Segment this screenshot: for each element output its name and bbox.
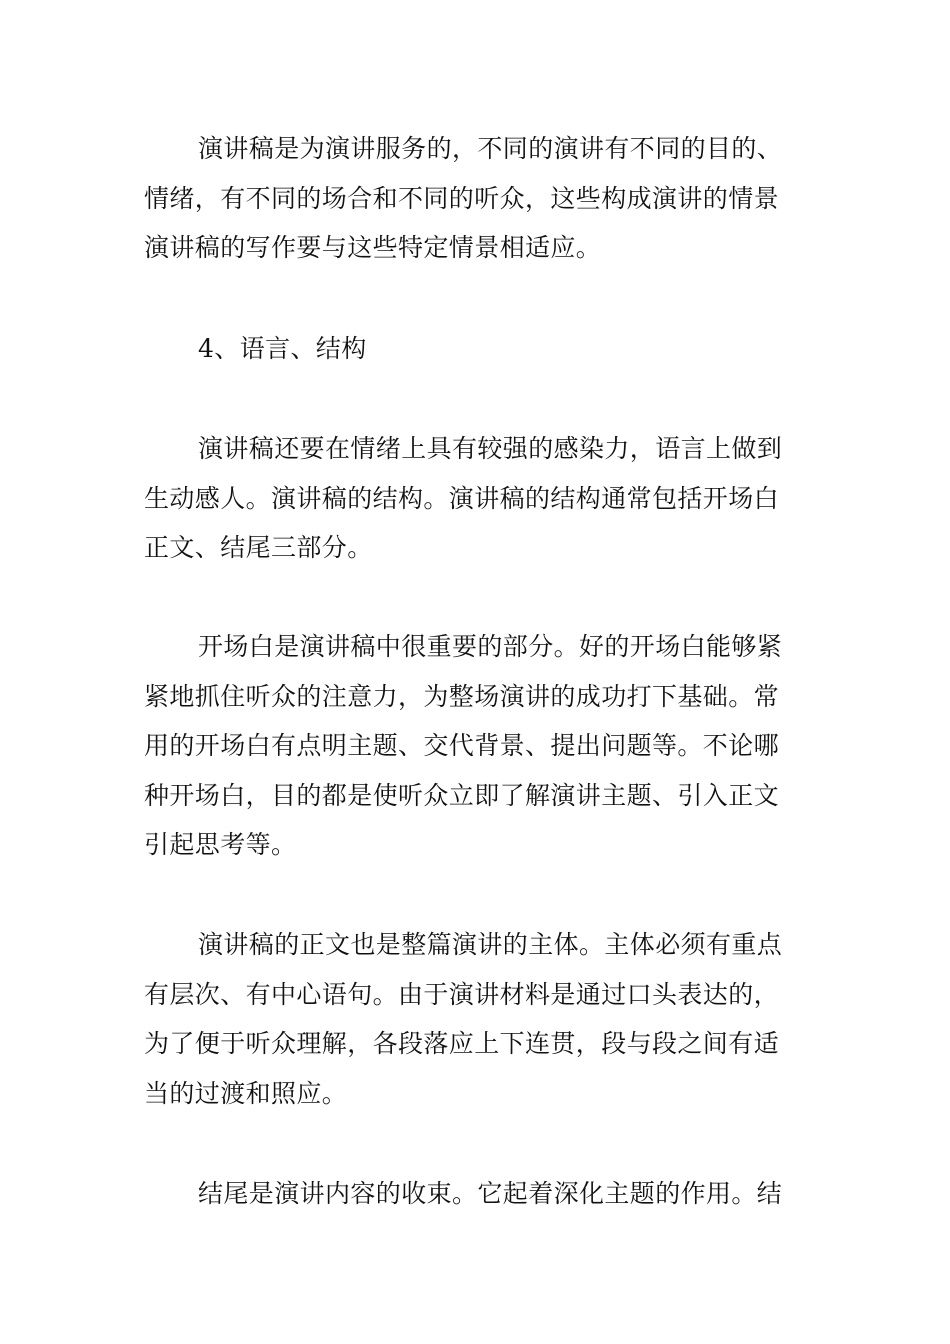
section-heading-language-structure bbox=[144, 324, 806, 374]
text-line: 正文、结尾三部分。 bbox=[144, 533, 373, 562]
text-line: 结尾是演讲内容的收束。它起着深化主题的作用。结 bbox=[198, 1179, 783, 1208]
paragraph-language-structure bbox=[144, 424, 806, 573]
paragraph-opening bbox=[144, 622, 806, 870]
text-line: 为了便于听众理解，各段落应上下连贯，段与段之间有适 bbox=[144, 1029, 780, 1058]
text-line: 演讲稿是为演讲服务的，不同的演讲有不同的目的、 bbox=[198, 134, 783, 163]
paragraph-body bbox=[144, 920, 806, 1118]
heading-text: 4、语言、结构 bbox=[198, 334, 367, 363]
text-line: 开场白是演讲稿中很重要的部分。好的开场白能够紧 bbox=[198, 632, 783, 661]
text-line: 用的开场白有点明主题、交代背景、提出问题等。不论哪 bbox=[144, 731, 780, 760]
text-line: 情绪，有不同的场合和不同的听众，这些构成演讲的情景 bbox=[144, 183, 780, 213]
text-line: 引起思考等。 bbox=[144, 830, 297, 859]
text-line: 演讲稿还要在情绪上具有较强的感染力，语言上做到 bbox=[198, 434, 783, 463]
text-line: 演讲稿的写作要与这些特定情景相适应。 bbox=[144, 233, 602, 262]
text-line: 种开场白，目的都是使听众立即了解演讲主题、引入正文 bbox=[144, 780, 780, 810]
text-line: 紧地抓住听众的注意力，为整场演讲的成功打下基础。常 bbox=[144, 681, 780, 711]
text-line: 生动感人。演讲稿的结构。演讲稿的结构通常包括开场白 bbox=[144, 483, 780, 513]
paragraph-ending bbox=[144, 1169, 806, 1219]
text-line: 演讲稿的正文也是整篇演讲的主体。主体必须有重点 bbox=[198, 930, 783, 959]
text-line: 当的过渡和照应。 bbox=[144, 1078, 348, 1108]
paragraph-speech-purpose bbox=[144, 124, 806, 273]
text-line: 有层次、有中心语句。由于演讲材料是通过口头表达的， bbox=[144, 979, 780, 1009]
